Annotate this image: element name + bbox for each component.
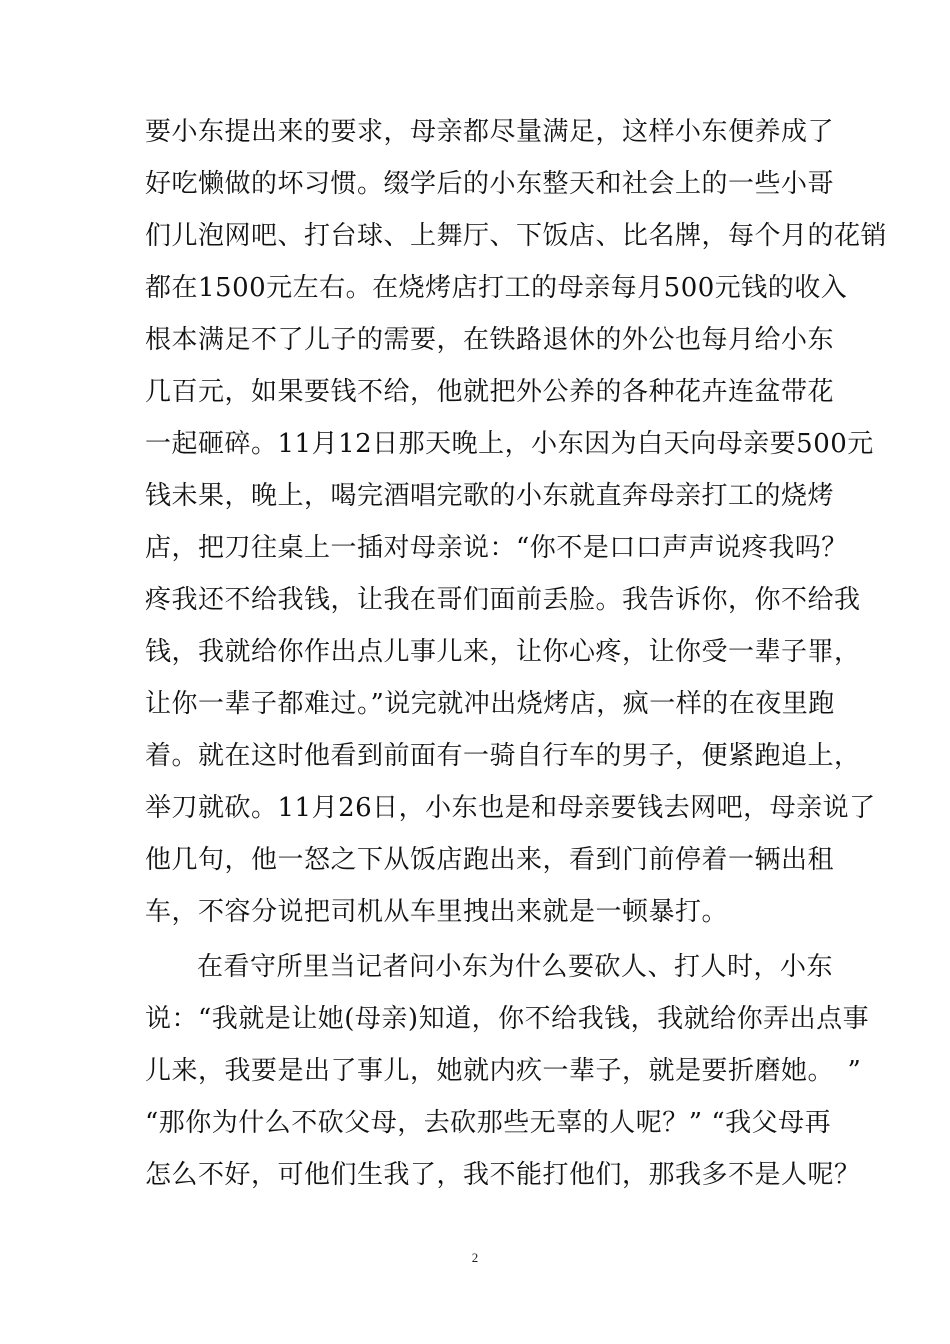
text-line: 他几句，他一怒之下从饭店跑出来，看到门前停着一辆出租 — [145, 845, 835, 875]
page-number: 2 — [471, 1250, 479, 1265]
text-line: 们儿泡网吧、打台球、上舞厅、下饭店、比名牌，每个月的花销 — [145, 221, 888, 251]
text-line: 钱未果，晚上，喝完酒唱完歌的小东就直奔母亲打工的烧烤 — [145, 481, 835, 511]
text-line: 好吃懒做的坏习惯。缀学后的小东整天和社会上的一些小哥 — [145, 169, 835, 199]
text-line: 一起砸碎。11月12日那天晚上，小东因为白天向母亲要500元 — [145, 429, 874, 459]
text-line: 说：“我就是让她(母亲)知道，你不给我钱，我就给你弄出点事 — [145, 1004, 870, 1034]
text-line: 都在1500元左右。在烧烤店打工的母亲每月500元钱的收入 — [145, 273, 848, 303]
text-line: 儿来，我要是出了事儿，她就内疚一辈子，就是要折磨她。 ” — [145, 1056, 862, 1086]
text-line: 根本满足不了儿子的需要，在铁路退休的外公也每月给小东 — [145, 325, 835, 355]
text-line: 着。就在这时他看到前面有一骑自行车的男子，便紧跑追上， — [145, 741, 861, 771]
text-line: 怎么不好，可他们生我了，我不能打他们，那我多不是人呢？ — [145, 1160, 861, 1190]
text-line: 让你一辈子都难过。”说完就冲出烧烤店，疯一样的在夜里跑 — [145, 689, 835, 719]
text-line: 车，不容分说把司机从车里拽出来就是一顿暴打。 — [145, 897, 729, 927]
text-line: “那你为什么不砍父母，去砍那些无辜的人呢？” “我父母再 — [145, 1108, 832, 1138]
text-line: 举刀就砍。11月26日，小东也是和母亲要钱去网吧，母亲说了 — [145, 793, 876, 823]
text-line: 几百元，如果要钱不给，他就把外公养的各种花卉连盆带花 — [145, 377, 835, 407]
text-line: 店，把刀往桌上一插对母亲说：“你不是口口声声说疼我吗？ — [145, 533, 848, 563]
text-line: 钱，我就给你作出点儿事儿来，让你心疼，让你受一辈子罪， — [145, 637, 861, 667]
text-line: 要小东提出来的要求，母亲都尽量满足，这样小东便养成了 — [145, 117, 835, 147]
text-line: 疼我还不给我钱，让我在哥们面前丢脸。我告诉你，你不给我 — [145, 585, 861, 615]
text-line: 在看守所里当记者问小东为什么要砍人、打人时，小东 — [197, 952, 834, 982]
